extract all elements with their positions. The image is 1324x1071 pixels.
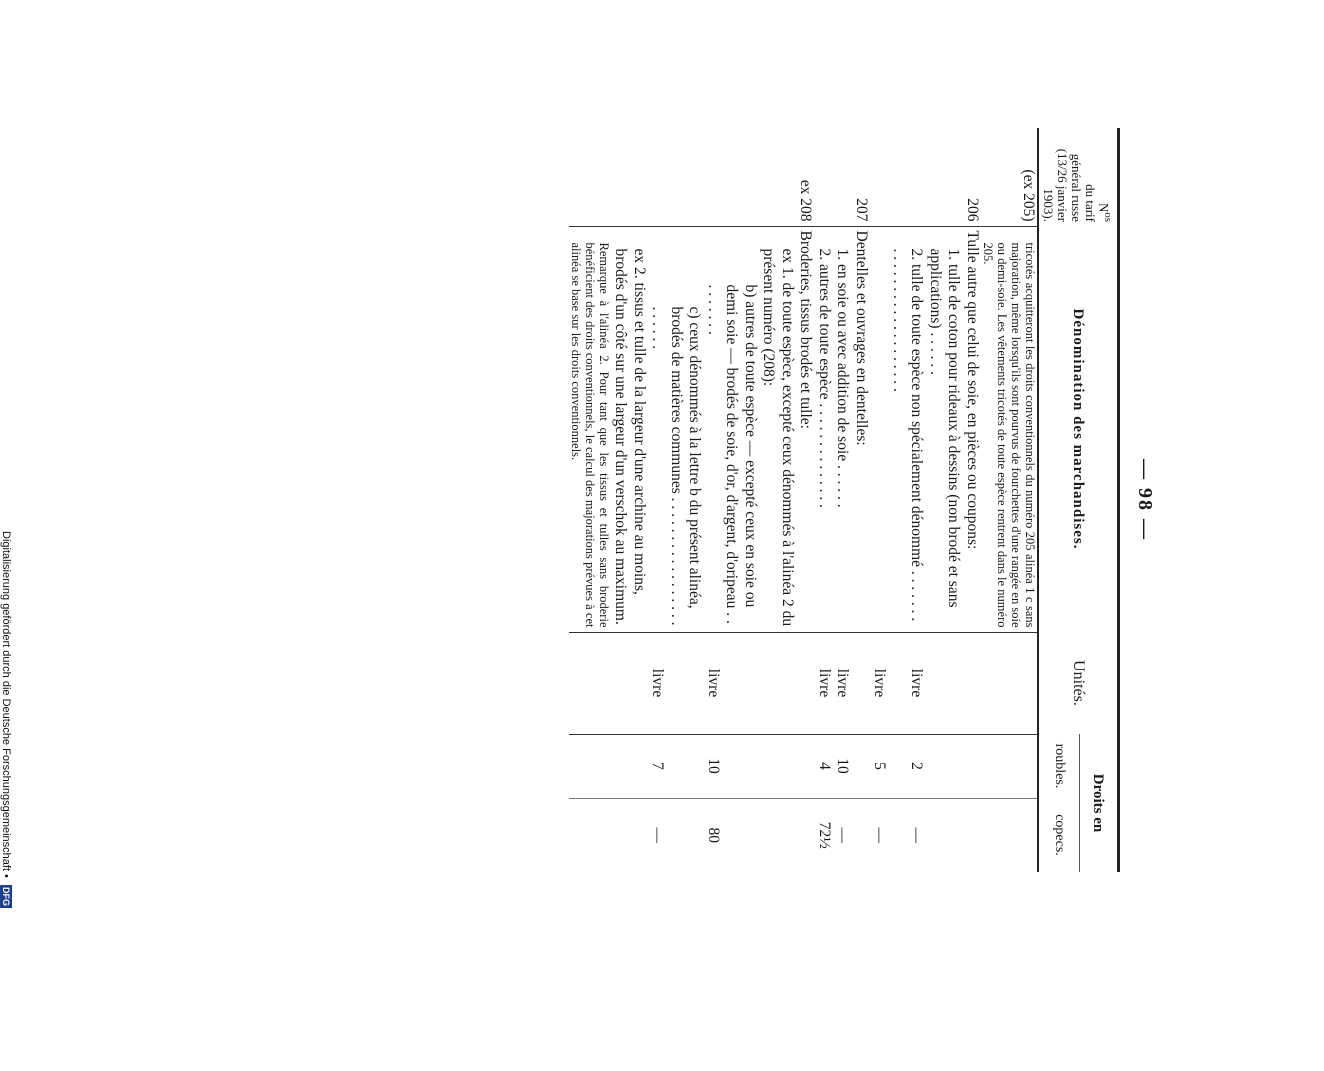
- denomination-cell: [870, 226, 981, 632]
- copecs-cell: [981, 798, 1038, 872]
- item-title: Broderies, tissus brodés et tulle:: [797, 230, 815, 429]
- roubles-value: 2: [908, 762, 926, 770]
- unit-value: livre: [649, 668, 667, 698]
- item-title: Dentelles et ouvrages en dentelles:: [852, 230, 870, 446]
- item-title: Tulle autre que celui de soie, en pièces ou coupons:: [963, 230, 981, 550]
- spacer: [740, 803, 759, 869]
- item-text: 1. tulle de coton pour rideaux à dessins (non brodé et sans applications) . . . . . .: [926, 248, 963, 608]
- header-droits: Droits en: [1079, 734, 1118, 872]
- roubles-cell: [981, 734, 1038, 798]
- header-tariff-number: [1038, 128, 1119, 226]
- unit-value: livre: [704, 668, 722, 698]
- digitization-credit: [0, 531, 12, 1071]
- unit-value: livre: [815, 668, 833, 698]
- denomination-cell: [569, 226, 815, 632]
- table-row: [870, 128, 981, 872]
- spacer: [685, 739, 704, 794]
- header-no-line: du tarif: [1082, 184, 1098, 222]
- spacer: [796, 803, 815, 869]
- note-text: tricotés acquitteront les droits conventionnels du numéro 205 alinéa 1 c sans majoration, même lorsqu'ils sont pourvus de fourchettes d'une rangée en soie ou demi-soie. Les vêtements tricotés de toute espèce rentrent dans le numéro 205.: [980, 242, 1037, 628]
- spacer: [944, 739, 963, 794]
- roubles-cell: [870, 734, 981, 798]
- roubles-cell: [569, 734, 815, 798]
- spacer: [685, 803, 704, 869]
- spacer: [944, 637, 963, 730]
- dfg-logo: DFG: [0, 886, 11, 906]
- unit-cell: [870, 632, 981, 734]
- spacer: [962, 803, 981, 869]
- spacer: [722, 739, 741, 794]
- header-no-line: $N^{os}$: [1096, 202, 1114, 222]
- unit-value: livre: [908, 668, 926, 698]
- header-no-sup: os: [1102, 212, 1114, 222]
- table-row: [981, 128, 1038, 872]
- copecs-value: —: [649, 827, 667, 843]
- page-number: — 98 —: [1134, 459, 1156, 541]
- spacer: [962, 637, 981, 730]
- copecs-value: —: [834, 827, 852, 843]
- spacer: [796, 637, 815, 730]
- unit-cell: [814, 632, 870, 734]
- spacer: [851, 739, 870, 794]
- spacer: [759, 637, 778, 730]
- spacer: [925, 739, 944, 794]
- header-units: Unités.: [1038, 632, 1119, 734]
- tariff-table: [569, 128, 1120, 872]
- copecs-value: —: [871, 827, 889, 843]
- item-text: 1. en soie ou avec addition de soie . . . . . .: [834, 248, 852, 508]
- spacer: [925, 803, 944, 869]
- item-text: ex 2. tissus et tulle de la largeur d'une archine au moins, brodés d'un côté sur une largeur d'un verschok au maximum.: [612, 248, 648, 625]
- remark-text: Remarque à l'alinéa 2. Pour tant que les tissus et tulles sans broderie bénéficient des droits conventionnels, le calcul des majorations prévues à cet alinéa se base sur les droits conventionnels.: [568, 242, 611, 628]
- copecs-value: 72½: [815, 821, 833, 849]
- item-text: 2. autres de toute espèce . . . . . . . . . . . . . .: [815, 248, 833, 509]
- credit-text: Digitalisierung gefördert durch die Deutsche Forschungsgemeinschaft •: [0, 531, 13, 878]
- spacer: [740, 739, 759, 794]
- copecs-cell: [569, 798, 815, 872]
- unit-value: livre: [834, 668, 852, 698]
- header-roubles: roubles.: [1038, 734, 1080, 798]
- spacer: [962, 739, 981, 794]
- roubles-value: 10: [834, 758, 852, 774]
- table-row: [814, 128, 870, 872]
- roubles-value: 5: [871, 762, 889, 770]
- tariff-number: 207: [852, 198, 870, 222]
- spacer: [759, 803, 778, 869]
- item-text: b) autres de toute espèce — excepté ceux en soie ou demi soie — brodés de soie, d'or, d'argent, d'oripeau . . . . . . . . .: [704, 284, 759, 624]
- roubles-value: 7: [649, 762, 667, 770]
- header-no-line: 1903).: [1040, 188, 1056, 222]
- copecs-cell: [870, 798, 981, 872]
- table-row: [569, 128, 815, 872]
- spacer: [777, 637, 796, 730]
- item-text: ex 1. de toute espèce, excepté ceux dénommés à l'alinéa 2 du présent numéro (208):: [760, 248, 796, 627]
- denomination-cell: [814, 226, 870, 632]
- tariff-number: (ex 205): [1019, 169, 1037, 222]
- header-no-line: (13/26 janvier: [1054, 148, 1070, 222]
- spacer: [888, 803, 907, 869]
- spacer: [740, 637, 759, 730]
- item-text: 2. tulle de toute espèce non spécialement dénommé . . . . . . . . . . . . . . . . . . . . . . . . . .: [889, 248, 926, 622]
- copecs-value: —: [908, 827, 926, 843]
- roubles-value: 4: [815, 762, 833, 770]
- spacer: [888, 739, 907, 794]
- spacer: [777, 739, 796, 794]
- spacer: [888, 637, 907, 730]
- rotated-page: [212, 128, 1156, 872]
- spacer: [666, 739, 685, 794]
- denomination-cell: [981, 226, 1038, 632]
- item-text: c) ceux dénommés à la lettre b du présent alinéa, brodés de matières communes . . . . . . . . . . . . . . . . . . . . . . .: [649, 306, 704, 626]
- copecs-value: 80: [704, 827, 722, 843]
- header-no-line: général russe: [1068, 153, 1084, 222]
- spacer: [685, 637, 704, 730]
- tariff-number: 206: [963, 198, 981, 222]
- roubles-cell: [814, 734, 870, 798]
- spacer: [666, 637, 685, 730]
- spacer: [722, 803, 741, 869]
- tariff-number: ex 208: [797, 179, 815, 222]
- spacer: [925, 637, 944, 730]
- spacer: [777, 803, 796, 869]
- unit-cell: [981, 632, 1038, 734]
- spacer: [944, 803, 963, 869]
- header-copecs: copecs.: [1038, 798, 1080, 872]
- spacer: [851, 637, 870, 730]
- spacer: [666, 803, 685, 869]
- unit-cell: [569, 632, 815, 734]
- header-denomination: Dénomination des marchandises.: [1038, 226, 1119, 632]
- copecs-cell: [814, 798, 870, 872]
- unit-value: livre: [871, 668, 889, 698]
- spacer: [722, 637, 741, 730]
- spacer: [851, 803, 870, 869]
- roubles-value: 10: [704, 758, 722, 774]
- spacer: [796, 739, 815, 794]
- spacer: [759, 739, 778, 794]
